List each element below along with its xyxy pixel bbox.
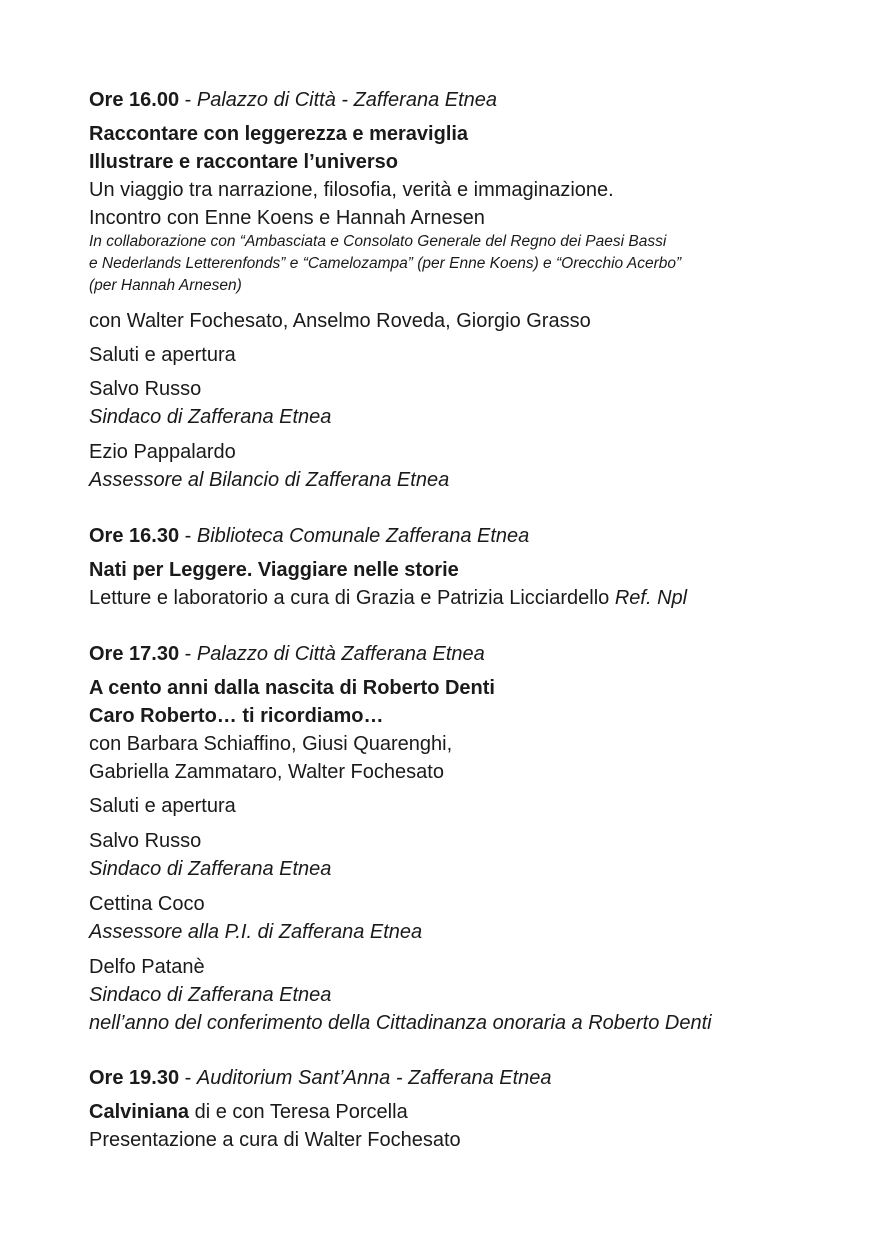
event-time: Ore 16.30 (89, 525, 180, 547)
event-1-header (89, 88, 497, 112)
speaker-name: Delfo Patanè (89, 956, 205, 978)
separator: - (179, 89, 197, 111)
description-text: Letture e laboratorio a cura di Grazia e Patrizia Licciardello (89, 587, 615, 609)
separator: - (179, 1067, 197, 1089)
event-2-header (89, 524, 529, 548)
event-title: Raccontare con leggerezza e meraviglia (89, 123, 469, 145)
event-subtitle: Caro Roberto… ti ricordiamo… (89, 705, 384, 727)
speaker-role: Sindaco di Zafferana Etnea (89, 406, 332, 428)
event-title: Nati per Leggere. Viaggiare nelle storie (89, 559, 459, 581)
event-3-header (89, 642, 485, 666)
event-description: Presentazione a cura di Walter Fochesato (89, 1129, 461, 1151)
event-description (89, 586, 687, 610)
event-participants: Gabriella Zammataro, Walter Fochesato (89, 761, 444, 783)
event-title: A cento anni dalla nascita di Roberto Denti (89, 677, 495, 699)
event-time: Ore 17.30 (89, 643, 180, 665)
speaker-role: Sindaco di Zafferana Etnea (89, 858, 332, 880)
separator: - (179, 643, 197, 665)
event-note: e Nederlands Letterenfonds” e “Camelozampa” (per Enne Koens) e “Orecchio Acerbo” (89, 255, 682, 272)
event-description: Incontro con Enne Koens e Hannah Arnesen (89, 207, 485, 229)
event-place: Palazzo di Città - Zafferana Etnea (196, 89, 498, 111)
speaker-name: Cettina Coco (89, 893, 205, 915)
speaker-role-note: nell’anno del conferimento della Cittadinanza onoraria a Roberto Denti (89, 1012, 712, 1034)
speaker-name: Ezio Pappalardo (89, 441, 236, 463)
event-note: (per Hannah Arnesen) (89, 277, 242, 294)
speaker-role: Sindaco di Zafferana Etnea (89, 984, 332, 1006)
event-participants: con Walter Fochesato, Anselmo Roveda, Giorgio Grasso (89, 310, 591, 332)
speaker-role: Assessore alla P.I. di Zafferana Etnea (89, 921, 423, 943)
title-bold: Calviniana (89, 1101, 190, 1123)
event-time: Ore 19.30 (89, 1067, 180, 1089)
speaker-name: Salvo Russo (89, 830, 202, 852)
speaker-role: Assessore al Bilancio di Zafferana Etnea (89, 469, 450, 491)
event-description: Un viaggio tra narrazione, filosofia, verità e immaginazione. (89, 179, 614, 201)
event-subtitle: Illustrare e raccontare l’universo (89, 151, 399, 173)
event-greetings: Saluti e apertura (89, 344, 236, 366)
separator: - (179, 525, 197, 547)
description-ref: Ref. Npl (614, 587, 688, 609)
event-title (89, 1100, 408, 1124)
event-4-header (89, 1066, 552, 1090)
event-time: Ore 16.00 (89, 89, 180, 111)
event-place: Biblioteca Comunale Zafferana Etnea (196, 525, 530, 547)
event-place: Auditorium Sant’Anna - Zafferana Etnea (196, 1067, 552, 1089)
event-note: In collaborazione con “Ambasciata e Consolato Generale del Regno dei Paesi Bassi (89, 233, 667, 250)
event-greetings: Saluti e apertura (89, 795, 236, 817)
event-place: Palazzo di Città Zafferana Etnea (196, 643, 485, 665)
title-rest: di e con Teresa Porcella (189, 1101, 408, 1123)
speaker-name: Salvo Russo (89, 378, 202, 400)
event-participants: con Barbara Schiaffino, Giusi Quarenghi, (89, 733, 453, 755)
